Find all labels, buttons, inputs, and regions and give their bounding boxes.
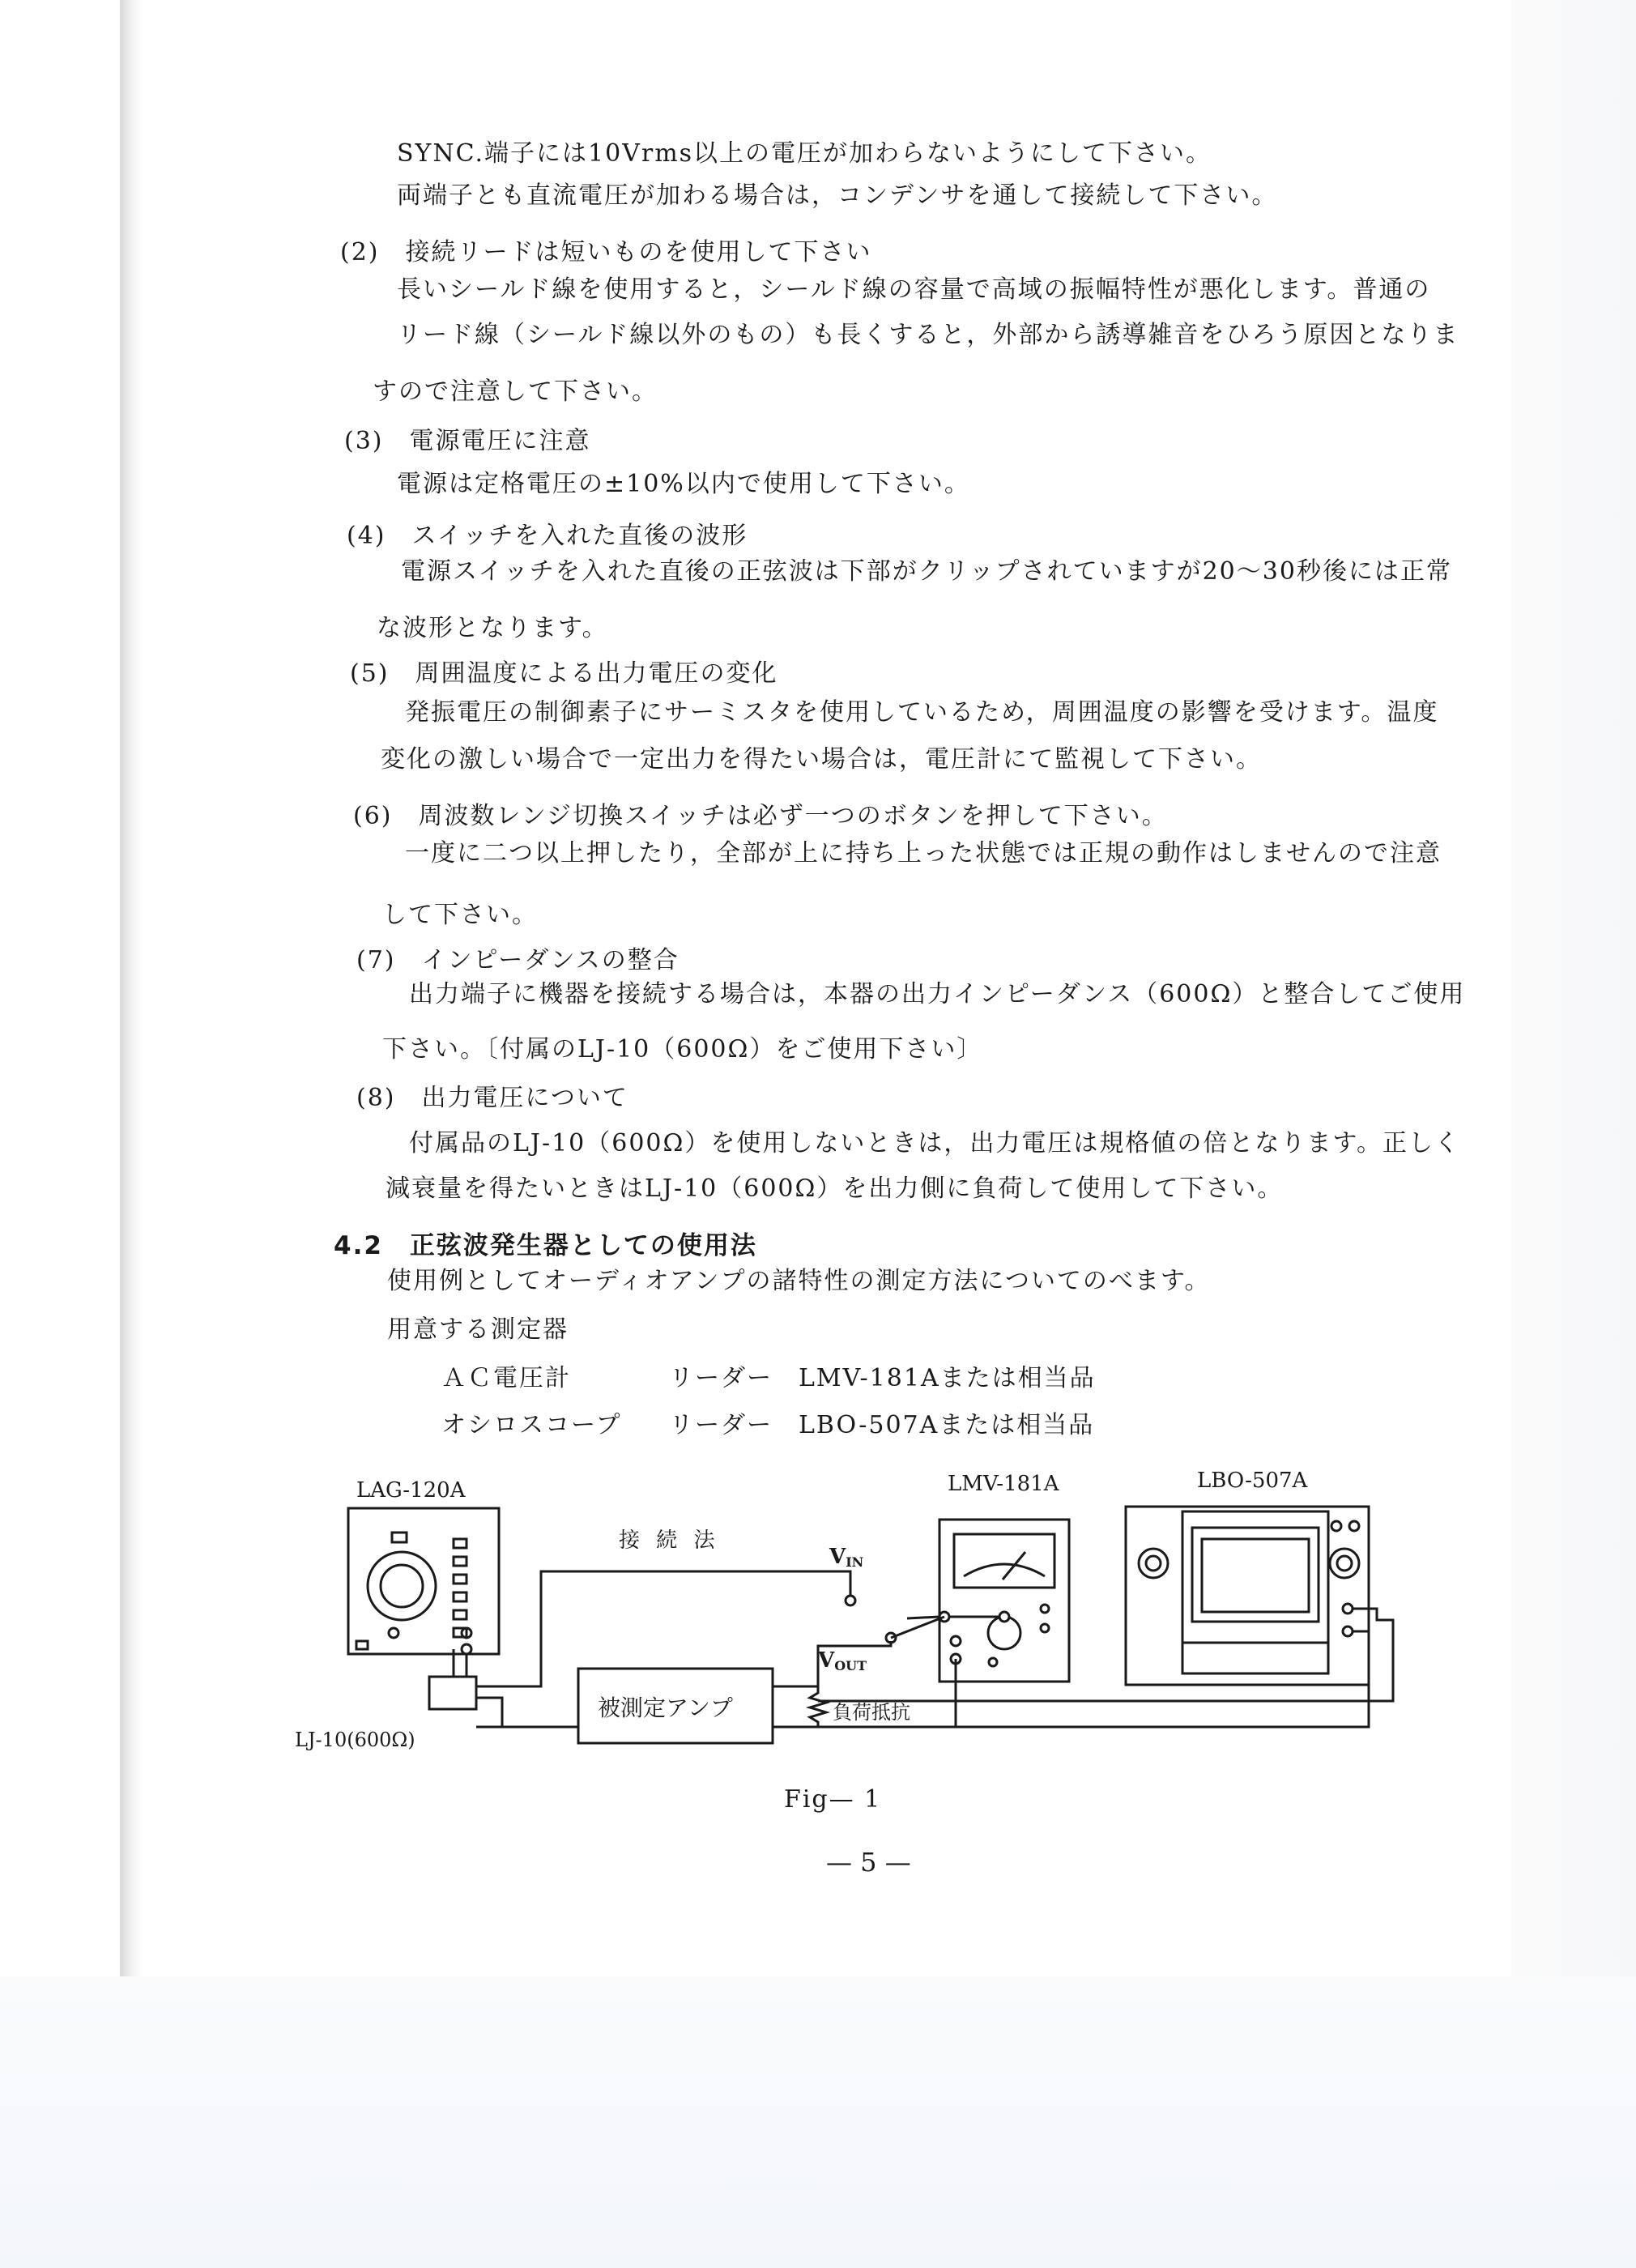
voltmeter-meter [954, 1534, 1054, 1588]
oscilloscope-label: LBO-507A [1197, 1469, 1308, 1493]
attenuator-label: LJ-10(600Ω) [295, 1729, 415, 1751]
voltmeter-label: LMV-181A [948, 1472, 1059, 1496]
body-line: SYNC.端子には10Vrms以上の電圧が加わらないようにして下さい。 [397, 139, 1212, 168]
body-line: して下さい。 [382, 901, 538, 929]
body-line: リード線（シールド線以外のもの）も長くすると，外部から誘導雑音をひろう原因となりま [397, 321, 1459, 349]
vin-subscript: IN [846, 1554, 864, 1570]
body-line: 両端子とも直流電圧が加わる場合は，コンデンサを通して接続して下さい。 [397, 181, 1278, 210]
body-line: 減衰量を得たいときはLJ-10（600Ω）を出力側に負荷して使用して下さい。 [386, 1174, 1284, 1203]
instrument-model: リーダー LMV-181Aまたは相当品 [669, 1364, 1096, 1392]
body-line: 長いシールド線を使用すると，シールド線の容量で高域の振幅特性が悪化します。普通の [397, 275, 1431, 304]
oscillator-dial [368, 1552, 436, 1620]
page-number: — 5 — [826, 1847, 911, 1878]
oscillator-label: LAG-120A [356, 1478, 466, 1503]
scanner-background [0, 1976, 1636, 2268]
body-line: すので注意して下さい。 [373, 377, 658, 406]
vin-label: V [829, 1545, 846, 1569]
body-line: 電源スイッチを入れた直後の正弦波は下部がクリップされていますが20～30秒後には正常 [401, 557, 1452, 586]
list-heading: (8) 出力電圧について [356, 1084, 628, 1112]
page-binding-shadow [120, 0, 143, 1976]
figure-caption: Fig— 1 [784, 1785, 882, 1814]
amplifier-label: 被測定アンプ [598, 1695, 733, 1721]
body-line: 一度に二つ以上押したり，全部が上に持ち上った状態では正規の動作はしませんので注意 [405, 839, 1442, 868]
oscilloscope-screen [1192, 1528, 1319, 1622]
instrument-name: オシロスコープ [441, 1411, 622, 1439]
voltmeter-body [939, 1520, 1069, 1682]
list-heading: (3) 電源電圧に注意 [344, 427, 591, 455]
list-heading: (7) インピーダンスの整合 [356, 946, 680, 974]
list-heading: (6) 周波数レンジ切換スイッチは必ず一つのボタンを押して下さい。 [353, 802, 1168, 830]
section-intro: 使用例としてオーディオアンプの諸特性の測定方法についてのべます。 [387, 1267, 1211, 1295]
body-line: 変化の激しい場合で一定出力を得たい場合は，電圧計にて監視して下さい。 [381, 745, 1262, 774]
section-title: 4.2 正弦波発生器としての使用法 [334, 1231, 757, 1260]
connection-diagram [292, 1458, 1458, 1782]
oscilloscope-body [1126, 1507, 1369, 1685]
attenuator-lj10 [429, 1677, 476, 1709]
load-resistor-label: 負荷抵抗 [833, 1701, 910, 1724]
list-heading: (4) スイッチを入れた直後の波形 [347, 522, 748, 550]
body-line: 出力端子に機器を接続する場合は，本器の出力インピーダンス（600Ω）と整合してご使用 [409, 980, 1466, 1008]
instruments-heading: 用意する測定器 [387, 1315, 569, 1344]
instrument-model: リーダー LBO-507Aまたは相当品 [669, 1411, 1095, 1439]
list-heading: (5) 周囲温度による出力電圧の変化 [350, 659, 778, 688]
body-line: 電源は定格電圧の±10%以内で使用して下さい。 [397, 470, 970, 498]
body-line: 下さい。〔付属のLJ-10（600Ω）をご使用下さい〕 [382, 1035, 983, 1064]
body-line: な波形となります。 [377, 614, 608, 642]
connection-label: 接 続 法 [619, 1528, 720, 1553]
oscillator-body [348, 1508, 499, 1654]
body-line: 発振電圧の制御素子にサーミスタを使用しているため，周囲温度の影響を受けます。温度 [405, 698, 1439, 727]
svg-text:VOUT [817, 1648, 867, 1673]
page-edge [1511, 0, 1636, 1976]
instrument-name: ＡＣ電圧計 [441, 1364, 571, 1392]
list-heading: (2) 接続リードは短いものを使用して下さい [340, 238, 872, 266]
vout-label: V [818, 1648, 835, 1673]
load-resistor [810, 1686, 826, 1727]
body-line: 付属品のLJ-10（600Ω）を使用しないときは，出力電圧は規格値の倍となります。正しく [409, 1129, 1460, 1157]
svg-text:VIN [829, 1545, 863, 1570]
vout-subscript: OUT [834, 1658, 867, 1673]
